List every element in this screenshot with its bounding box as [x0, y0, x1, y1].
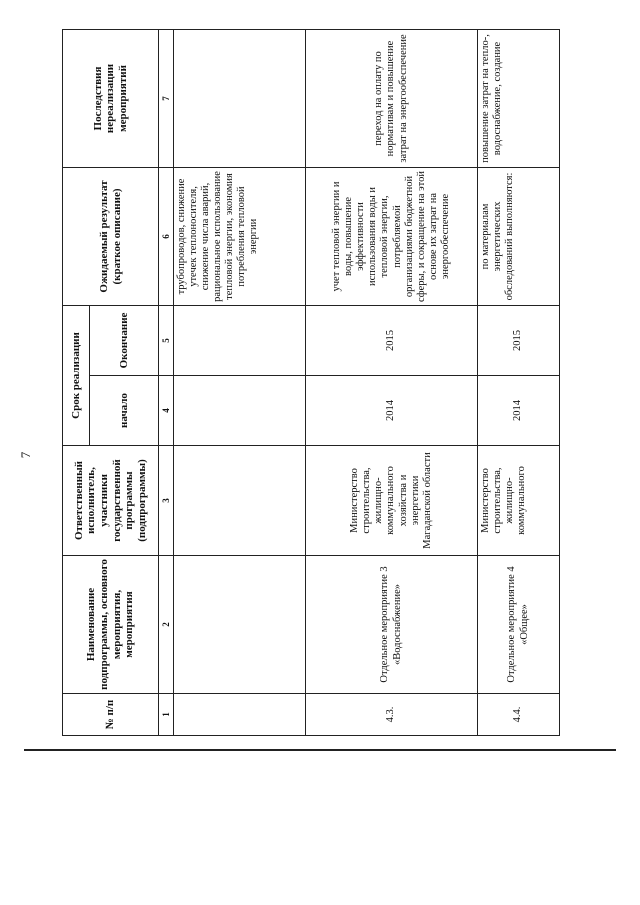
col-index: 4 — [159, 376, 174, 446]
cell-executor: Министерство строительства, жилищно-коммунального — [478, 446, 560, 556]
cell-end: 2015 — [478, 305, 560, 375]
cell-consequences: переход на оплату по нормативам и повышение затрат на энергообеспечение — [306, 29, 478, 167]
cell-name: Отдельное мероприятие 3 «Водоснабжение» — [306, 556, 478, 694]
col-index: 3 — [159, 446, 174, 556]
cell-executor: Министерство строительства, жилищно-коммунального хозяйства и энергетики Магаданской области — [306, 446, 478, 556]
cell-num: 4.3. — [306, 694, 478, 736]
table-row — [174, 29, 306, 735]
col-index: 2 — [159, 556, 174, 694]
cell-executor — [174, 446, 306, 556]
header-start: начало — [90, 376, 159, 446]
cell-start — [174, 376, 306, 446]
header-consequences: Последствия нереализации мероприятий — [63, 29, 159, 167]
rotated-table-container — [62, 30, 582, 736]
cell-result: учет тепловой энергии и воды, повышение эффективности использования воды и тепловой энергии, потребляемой организациями бюджетной сферы, и сокращение на этой основе их затрат на энергообеспечение — [306, 167, 478, 305]
table-row — [478, 29, 560, 735]
col-index: 1 — [159, 694, 174, 736]
cell-start: 2014 — [478, 376, 560, 446]
header-result: Ожидаемый результат (краткое описание) — [63, 167, 159, 305]
cell-name — [174, 556, 306, 694]
bottom-rule — [24, 749, 616, 751]
cell-start: 2014 — [306, 376, 478, 446]
cell-end: 2015 — [306, 305, 478, 375]
page-number: 7 — [18, 451, 33, 459]
header-period: Срок реализации — [63, 305, 90, 445]
column-index-row — [159, 29, 174, 735]
cell-end — [174, 305, 306, 375]
header-end: Окончание — [90, 305, 159, 375]
col-index: 6 — [159, 167, 174, 305]
cell-num — [174, 694, 306, 736]
header-row — [63, 29, 90, 735]
header-executor: Ответственный исполнитель, участники государственной программы (подпрограммы) — [63, 446, 159, 556]
cell-num: 4.4. — [478, 694, 560, 736]
header-num: № п/п — [63, 694, 159, 736]
col-index: 7 — [159, 29, 174, 167]
cell-result: по материалам энергетических обследований выполняются: — [478, 167, 560, 305]
table-row — [306, 29, 478, 735]
cell-consequences: повышение затрат на тепло-, водоснабжение, создание — [478, 29, 560, 167]
header-name: Наименование подпрограммы, основного мероприятия, мероприятия — [63, 556, 159, 694]
cell-consequences — [174, 29, 306, 167]
measures-table — [62, 29, 560, 736]
cell-name: Отдельное мероприятие 4 «Общее» — [478, 556, 560, 694]
cell-result: трубопроводов, снижение утечек теплоносителя, снижение числа аварий, рациональное использование тепловой энергии, экономия потребления тепловой энергии — [174, 167, 306, 305]
col-index: 5 — [159, 305, 174, 375]
